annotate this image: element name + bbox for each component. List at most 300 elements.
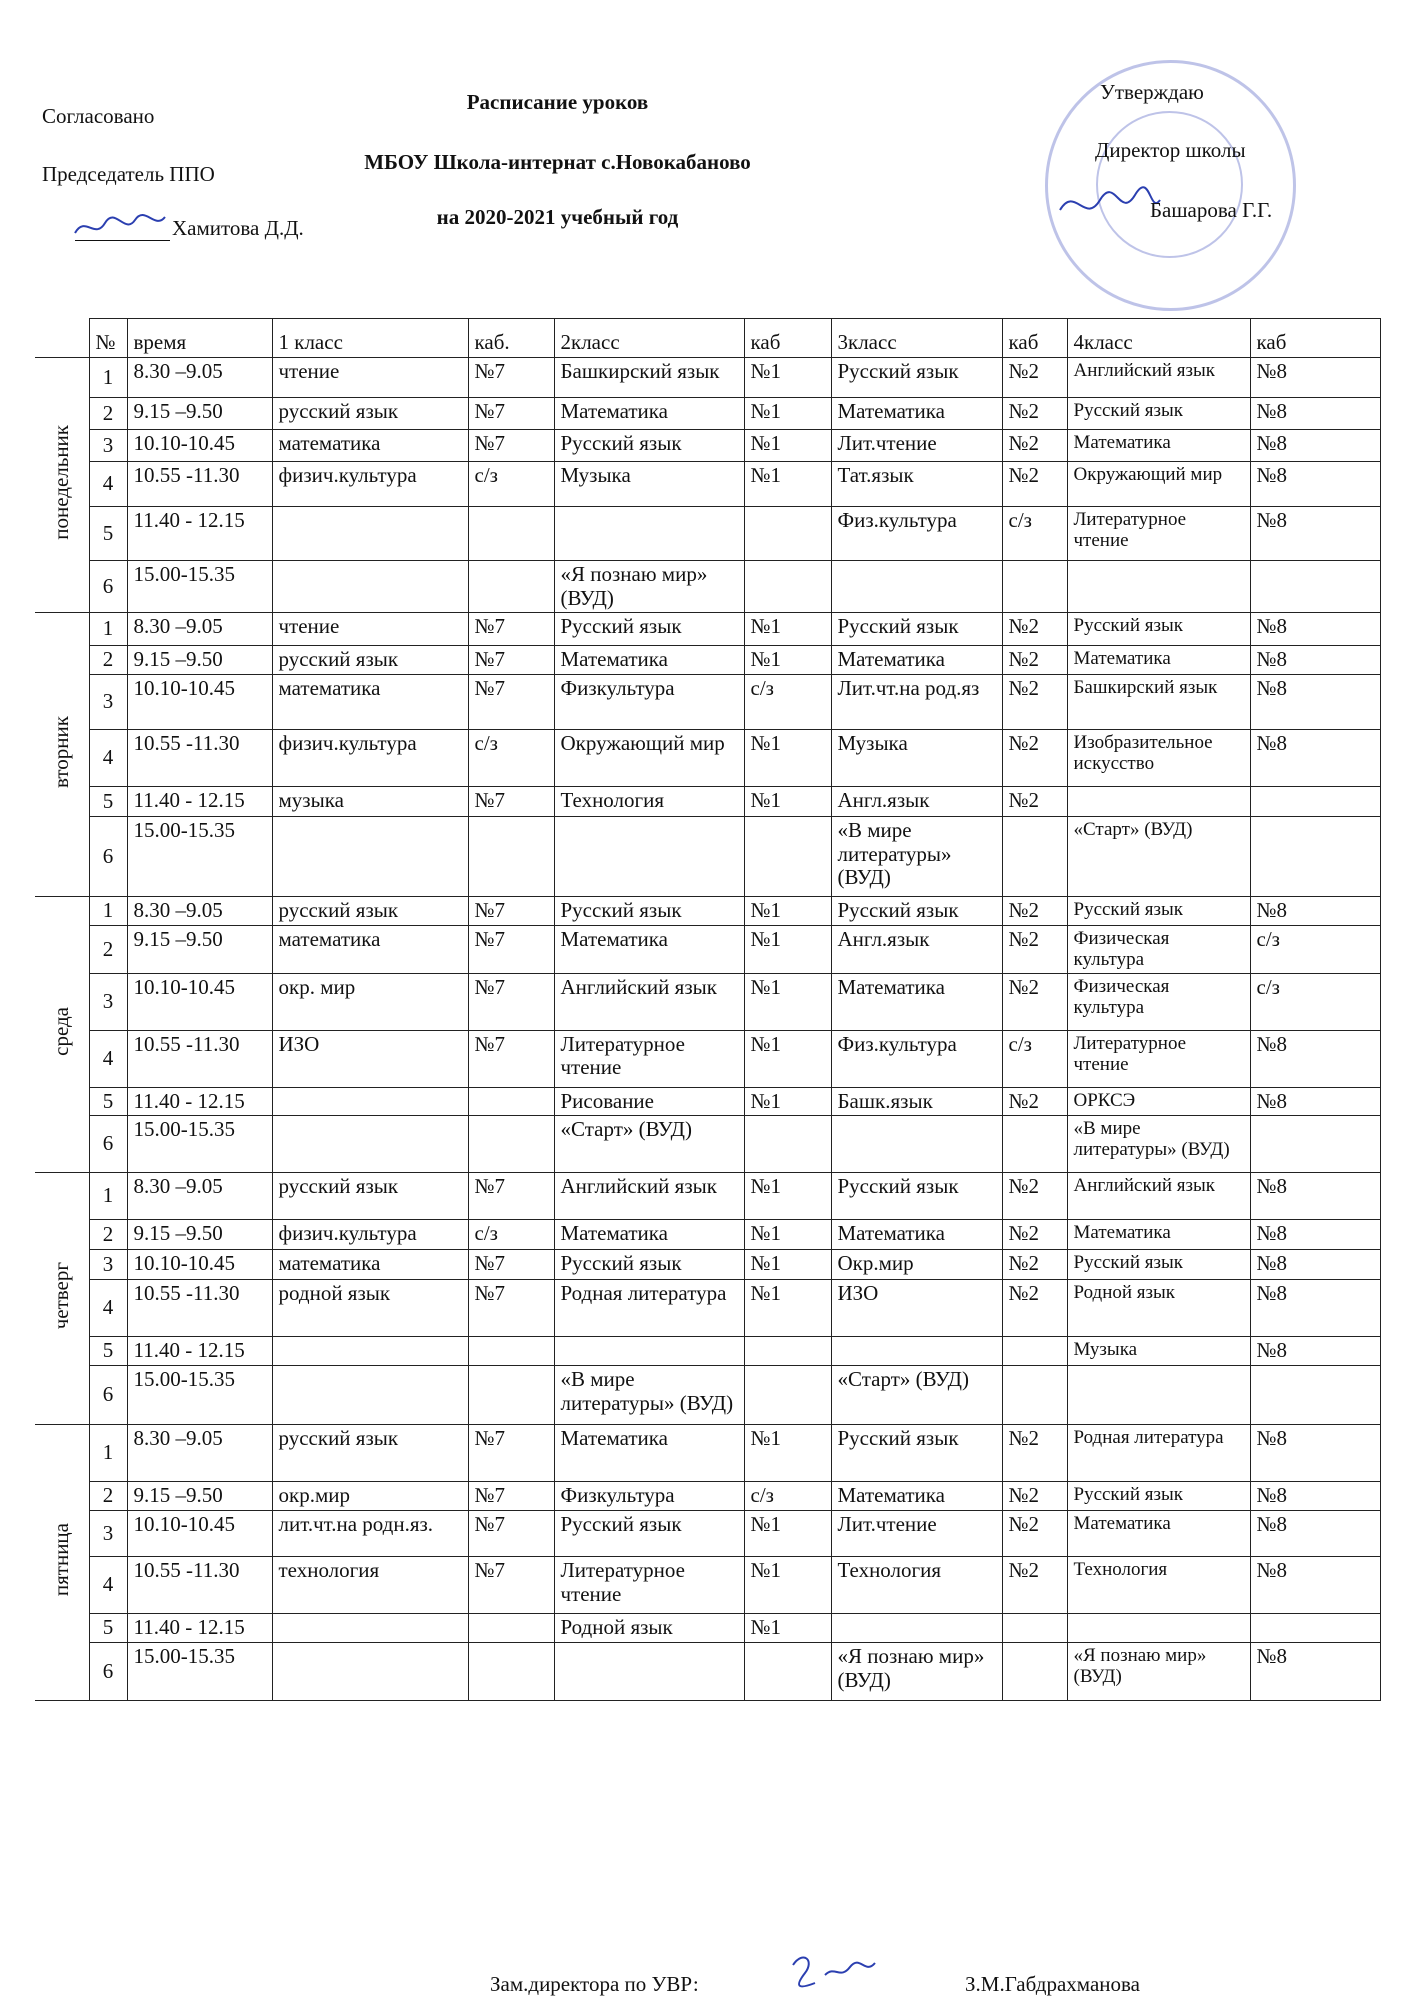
lesson-time: 11.40 - 12.15 — [127, 787, 272, 817]
class4-room: №8 — [1250, 1643, 1380, 1701]
header-number: № — [89, 319, 127, 358]
class3-subject: Русский язык — [831, 1173, 1002, 1220]
class1-subject: чтение — [272, 613, 468, 646]
lesson-number: 1 — [89, 1173, 127, 1220]
lesson-time: 8.30 –9.05 — [127, 613, 272, 646]
header-class3: 3класс — [831, 319, 1002, 358]
lesson-number: 1 — [89, 613, 127, 646]
table-row — [35, 787, 1380, 817]
header-room4: каб — [1250, 319, 1380, 358]
class4-subject: «Старт» (ВУД) — [1067, 817, 1250, 897]
class2-room: №1 — [744, 730, 831, 787]
class4-room: №8 — [1250, 430, 1380, 462]
class2-subject: Музыка — [554, 462, 744, 507]
class4-subject: Русский язык — [1067, 1482, 1250, 1511]
day-cell — [35, 897, 89, 1173]
schedule-table — [35, 318, 1381, 1701]
class1-subject — [272, 1087, 468, 1116]
class4-room: №8 — [1250, 1087, 1380, 1116]
class2-subject: Математика — [554, 1220, 744, 1250]
class1-room — [468, 507, 554, 561]
class1-room: №7 — [468, 1425, 554, 1482]
table-row — [35, 1482, 1380, 1511]
table-row — [35, 646, 1380, 675]
class3-room: №2 — [1002, 926, 1067, 974]
class1-room: №7 — [468, 1511, 554, 1557]
class1-subject: ИЗО — [272, 1030, 468, 1087]
table-row — [35, 1087, 1380, 1116]
class1-room — [468, 1337, 554, 1366]
class2-room: №1 — [744, 897, 831, 926]
class2-room — [744, 1337, 831, 1366]
table-row — [35, 1511, 1380, 1557]
lesson-time: 15.00-15.35 — [127, 1116, 272, 1173]
class4-room: с/з — [1250, 926, 1380, 974]
class3-subject: Математика — [831, 1220, 1002, 1250]
class2-subject: Математика — [554, 646, 744, 675]
table-row — [35, 1116, 1380, 1173]
class2-subject: Русский язык — [554, 1511, 744, 1557]
class2-room: №1 — [744, 613, 831, 646]
class3-subject: Физ.культура — [831, 507, 1002, 561]
class4-room: №8 — [1250, 730, 1380, 787]
lesson-time: 9.15 –9.50 — [127, 1482, 272, 1511]
class2-room: №1 — [744, 358, 831, 398]
lesson-number: 2 — [89, 398, 127, 430]
lesson-number: 4 — [89, 1030, 127, 1087]
class2-room: №1 — [744, 1614, 831, 1643]
class2-subject: Рисование — [554, 1087, 744, 1116]
class2-subject: Русский язык — [554, 897, 744, 926]
table-row — [35, 358, 1380, 398]
class4-room: №8 — [1250, 1337, 1380, 1366]
class3-room: №2 — [1002, 1280, 1067, 1337]
class3-room: с/з — [1002, 1030, 1067, 1087]
class2-subject: «В мире литературы» (ВУД) — [554, 1366, 744, 1425]
class4-room: №8 — [1250, 1280, 1380, 1337]
class4-subject — [1067, 561, 1250, 613]
class4-room: №8 — [1250, 1511, 1380, 1557]
deputy-director-signature — [785, 1945, 880, 1995]
schedule-body — [35, 358, 1380, 1701]
class1-subject — [272, 507, 468, 561]
class2-room: с/з — [744, 1482, 831, 1511]
class3-subject: Англ.язык — [831, 787, 1002, 817]
class4-subject: Технология — [1067, 1557, 1250, 1614]
class3-room — [1002, 1643, 1067, 1701]
class3-subject: Математика — [831, 973, 1002, 1030]
lesson-number: 5 — [89, 1087, 127, 1116]
lesson-time: 10.55 -11.30 — [127, 730, 272, 787]
lesson-time: 10.55 -11.30 — [127, 1280, 272, 1337]
class3-room — [1002, 817, 1067, 897]
class4-subject: Литературное чтение — [1067, 507, 1250, 561]
class1-room: №7 — [468, 973, 554, 1030]
class4-room — [1250, 561, 1380, 613]
class3-subject: Русский язык — [831, 897, 1002, 926]
class4-room: №8 — [1250, 358, 1380, 398]
class2-subject: Физкультура — [554, 675, 744, 730]
table-row — [35, 675, 1380, 730]
class2-room: №1 — [744, 787, 831, 817]
class1-subject: окр.мир — [272, 1482, 468, 1511]
class1-subject — [272, 1643, 468, 1701]
day-cell — [35, 1173, 89, 1425]
day-cell — [35, 1425, 89, 1701]
class4-subject: Родная литература — [1067, 1425, 1250, 1482]
class2-room: №1 — [744, 1220, 831, 1250]
table-row — [35, 1425, 1380, 1482]
class4-room — [1250, 1366, 1380, 1425]
lesson-number: 5 — [89, 507, 127, 561]
agreed-label: Согласовано — [42, 104, 155, 128]
class1-room: №7 — [468, 1173, 554, 1220]
class4-subject: Изобразительное искусство — [1067, 730, 1250, 787]
class4-subject: «Я познаю мир» (ВУД) — [1067, 1643, 1250, 1701]
class3-room: с/з — [1002, 507, 1067, 561]
class3-room: №2 — [1002, 462, 1067, 507]
class1-room: с/з — [468, 1220, 554, 1250]
lesson-time: 10.10-10.45 — [127, 1250, 272, 1280]
class2-subject: Английский язык — [554, 1173, 744, 1220]
class1-room: №7 — [468, 1280, 554, 1337]
lesson-number: 1 — [89, 358, 127, 398]
class4-subject — [1067, 1614, 1250, 1643]
class3-room: №2 — [1002, 1511, 1067, 1557]
header-room1: каб. — [468, 319, 554, 358]
class1-subject — [272, 561, 468, 613]
class2-subject — [554, 1643, 744, 1701]
class2-subject: Русский язык — [554, 1250, 744, 1280]
table-row — [35, 613, 1380, 646]
class3-subject: Лит.чтение — [831, 430, 1002, 462]
class4-subject: Литературное чтение — [1067, 1030, 1250, 1087]
class4-subject: Музыка — [1067, 1337, 1250, 1366]
class3-room — [1002, 561, 1067, 613]
class3-subject: Башк.язык — [831, 1087, 1002, 1116]
lesson-time: 11.40 - 12.15 — [127, 1614, 272, 1643]
lesson-time: 11.40 - 12.15 — [127, 1087, 272, 1116]
class2-subject: Физкультура — [554, 1482, 744, 1511]
day-cell — [35, 613, 89, 897]
lesson-time: 10.55 -11.30 — [127, 1557, 272, 1614]
class2-subject: Родная литература — [554, 1280, 744, 1337]
lesson-number: 6 — [89, 561, 127, 613]
class1-room: №7 — [468, 1557, 554, 1614]
class1-subject — [272, 1116, 468, 1173]
lesson-number: 6 — [89, 1116, 127, 1173]
lesson-time: 15.00-15.35 — [127, 817, 272, 897]
lesson-number: 2 — [89, 1220, 127, 1250]
class2-room — [744, 1116, 831, 1173]
class4-room: №8 — [1250, 1482, 1380, 1511]
class2-subject: Литературное чтение — [554, 1557, 744, 1614]
union-chair-label: Председатель ППО — [42, 162, 215, 186]
class4-room — [1250, 817, 1380, 897]
class1-room: №7 — [468, 1250, 554, 1280]
class3-room: №2 — [1002, 1220, 1067, 1250]
table-row — [35, 730, 1380, 787]
class2-room: №1 — [744, 926, 831, 974]
class2-room: №1 — [744, 1030, 831, 1087]
class4-subject: Английский язык — [1067, 358, 1250, 398]
day-cell — [35, 358, 89, 613]
lesson-time: 10.10-10.45 — [127, 430, 272, 462]
lesson-time: 11.40 - 12.15 — [127, 1337, 272, 1366]
class1-subject — [272, 1614, 468, 1643]
class3-room: №2 — [1002, 1250, 1067, 1280]
class2-subject: Литературное чтение — [554, 1030, 744, 1087]
lesson-time: 10.55 -11.30 — [127, 1030, 272, 1087]
class2-room: №1 — [744, 1173, 831, 1220]
class1-subject: технология — [272, 1557, 468, 1614]
class4-room: №8 — [1250, 1220, 1380, 1250]
class4-room: №8 — [1250, 1250, 1380, 1280]
class1-room: №7 — [468, 1482, 554, 1511]
class3-subject: Тат.язык — [831, 462, 1002, 507]
class1-room: №7 — [468, 398, 554, 430]
class1-room: №7 — [468, 1030, 554, 1087]
class2-room — [744, 1643, 831, 1701]
class3-subject: Математика — [831, 646, 1002, 675]
class2-room — [744, 817, 831, 897]
class4-room: №8 — [1250, 1173, 1380, 1220]
header-day — [35, 319, 89, 358]
class4-subject: «В мире литературы» (ВУД) — [1067, 1116, 1250, 1173]
class1-subject: физич.культура — [272, 462, 468, 507]
class3-room: №2 — [1002, 1482, 1067, 1511]
table-row — [35, 1643, 1380, 1701]
lesson-number: 6 — [89, 817, 127, 897]
lesson-number: 4 — [89, 1280, 127, 1337]
class2-room — [744, 507, 831, 561]
table-row — [35, 817, 1380, 897]
class4-room: №8 — [1250, 1425, 1380, 1482]
class2-subject: Математика — [554, 926, 744, 974]
class2-subject: «Я познаю мир» (ВУД) — [554, 561, 744, 613]
class2-subject: Русский язык — [554, 613, 744, 646]
lesson-number: 4 — [89, 1557, 127, 1614]
table-row — [35, 1557, 1380, 1614]
deputy-director-label: Зам.директора по УВР: — [490, 1972, 699, 1996]
day-name: среда — [48, 1007, 73, 1057]
class1-subject: русский язык — [272, 1425, 468, 1482]
lesson-time: 8.30 –9.05 — [127, 897, 272, 926]
table-row — [35, 926, 1380, 974]
lesson-number: 5 — [89, 787, 127, 817]
lesson-number: 2 — [89, 926, 127, 974]
class2-room: №1 — [744, 398, 831, 430]
class3-subject: ИЗО — [831, 1280, 1002, 1337]
table-row — [35, 1220, 1380, 1250]
class1-subject: русский язык — [272, 897, 468, 926]
class4-room: №8 — [1250, 1557, 1380, 1614]
academic-year: на 2020-2021 учебный год — [436, 205, 679, 229]
class1-subject: русский язык — [272, 1173, 468, 1220]
class1-subject: математика — [272, 926, 468, 974]
class3-room: №2 — [1002, 1173, 1067, 1220]
day-name: понедельник — [48, 424, 73, 540]
lesson-time: 9.15 –9.50 — [127, 1220, 272, 1250]
class2-subject: Английский язык — [554, 973, 744, 1030]
deputy-director-name: З.М.Габдрахманова — [965, 1972, 1140, 1996]
class2-subject — [554, 817, 744, 897]
header-room3: каб — [1002, 319, 1067, 358]
class2-subject: Математика — [554, 398, 744, 430]
class3-subject: Математика — [831, 1482, 1002, 1511]
lesson-number: 3 — [89, 1511, 127, 1557]
class1-room — [468, 1366, 554, 1425]
class1-room: №7 — [468, 897, 554, 926]
class3-subject — [831, 1614, 1002, 1643]
class1-subject: физич.культура — [272, 1220, 468, 1250]
class2-subject: Русский язык — [554, 430, 744, 462]
class1-subject: лит.чт.на родн.яз. — [272, 1511, 468, 1557]
class3-subject: Русский язык — [831, 1425, 1002, 1482]
class3-subject: Музыка — [831, 730, 1002, 787]
class2-room — [744, 561, 831, 613]
class1-room — [468, 561, 554, 613]
class4-room: №8 — [1250, 646, 1380, 675]
class4-subject: Математика — [1067, 430, 1250, 462]
class1-room: №7 — [468, 430, 554, 462]
lesson-number: 4 — [89, 462, 127, 507]
class1-subject: математика — [272, 675, 468, 730]
class1-room: №7 — [468, 358, 554, 398]
class3-subject: Англ.язык — [831, 926, 1002, 974]
class4-subject: Математика — [1067, 1511, 1250, 1557]
class1-room: №7 — [468, 787, 554, 817]
class2-subject: Технология — [554, 787, 744, 817]
class3-subject: «В мире литературы» (ВУД) — [831, 817, 1002, 897]
class1-room — [468, 1614, 554, 1643]
table-row — [35, 973, 1380, 1030]
class3-subject — [831, 561, 1002, 613]
lesson-number: 3 — [89, 430, 127, 462]
header-time: время — [127, 319, 272, 358]
class4-subject: Русский язык — [1067, 398, 1250, 430]
class3-subject: «Старт» (ВУД) — [831, 1366, 1002, 1425]
class1-subject: математика — [272, 430, 468, 462]
class4-subject: Английский язык — [1067, 1173, 1250, 1220]
class3-subject: Лит.чт.на род.яз — [831, 675, 1002, 730]
lesson-time: 9.15 –9.50 — [127, 926, 272, 974]
class1-subject: музыка — [272, 787, 468, 817]
class1-room: №7 — [468, 646, 554, 675]
class4-room: №8 — [1250, 675, 1380, 730]
class3-room: №2 — [1002, 897, 1067, 926]
class3-room: №2 — [1002, 730, 1067, 787]
class3-room: №2 — [1002, 675, 1067, 730]
class2-room: №1 — [744, 430, 831, 462]
lesson-number: 6 — [89, 1643, 127, 1701]
class1-subject: русский язык — [272, 646, 468, 675]
school-name: МБОУ Школа-интернат с.Новокабаново — [364, 150, 751, 174]
class3-room: №2 — [1002, 1557, 1067, 1614]
header-class1: 1 класс — [272, 319, 468, 358]
director-signature — [1055, 180, 1165, 230]
director-label: Директор школы — [1095, 138, 1246, 162]
table-row — [35, 1366, 1380, 1425]
class4-room — [1250, 787, 1380, 817]
lesson-number: 3 — [89, 675, 127, 730]
class1-subject: родной язык — [272, 1280, 468, 1337]
class4-subject: Русский язык — [1067, 613, 1250, 646]
table-row — [35, 561, 1380, 613]
table-row — [35, 1250, 1380, 1280]
class2-subject: Математика — [554, 1425, 744, 1482]
day-name: вторник — [48, 715, 73, 788]
class3-room: №2 — [1002, 358, 1067, 398]
class3-subject: «Я познаю мир» (ВУД) — [831, 1643, 1002, 1701]
class1-room — [468, 1643, 554, 1701]
lesson-time: 9.15 –9.50 — [127, 398, 272, 430]
class2-room: №1 — [744, 646, 831, 675]
lesson-time: 10.10-10.45 — [127, 973, 272, 1030]
class3-subject: Лит.чтение — [831, 1511, 1002, 1557]
class3-room: №2 — [1002, 430, 1067, 462]
class1-room: №7 — [468, 613, 554, 646]
class4-subject: ОРКСЭ — [1067, 1087, 1250, 1116]
lesson-time: 10.10-10.45 — [127, 675, 272, 730]
class3-room — [1002, 1116, 1067, 1173]
class1-room: с/з — [468, 730, 554, 787]
class1-room: №7 — [468, 926, 554, 974]
class3-subject — [831, 1337, 1002, 1366]
union-chair-name: Хамитова Д.Д. — [172, 216, 304, 240]
class2-subject — [554, 1337, 744, 1366]
lesson-number: 3 — [89, 973, 127, 1030]
day-name: четверг — [48, 1262, 73, 1330]
class3-subject: Физ.культура — [831, 1030, 1002, 1087]
class1-subject: физич.культура — [272, 730, 468, 787]
lesson-number: 1 — [89, 1425, 127, 1482]
class3-room: №2 — [1002, 787, 1067, 817]
class4-room: №8 — [1250, 398, 1380, 430]
header-class4: 4класс — [1067, 319, 1250, 358]
lesson-time: 10.10-10.45 — [127, 1511, 272, 1557]
lesson-number: 2 — [89, 646, 127, 675]
lesson-time: 8.30 –9.05 — [127, 358, 272, 398]
class3-subject — [831, 1116, 1002, 1173]
class3-subject: Окр.мир — [831, 1250, 1002, 1280]
day-name: пятница — [48, 1523, 73, 1597]
class2-subject — [554, 507, 744, 561]
class4-room: №8 — [1250, 897, 1380, 926]
class3-room — [1002, 1366, 1067, 1425]
class2-room: №1 — [744, 973, 831, 1030]
class4-subject: Окружающий мир — [1067, 462, 1250, 507]
class1-subject — [272, 817, 468, 897]
lesson-time: 8.30 –9.05 — [127, 1425, 272, 1482]
table-row — [35, 430, 1380, 462]
lesson-number: 2 — [89, 1482, 127, 1511]
class1-room — [468, 1116, 554, 1173]
class4-subject: Русский язык — [1067, 1250, 1250, 1280]
class2-subject: «Старт» (ВУД) — [554, 1116, 744, 1173]
class4-room: с/з — [1250, 973, 1380, 1030]
lesson-number: 1 — [89, 897, 127, 926]
class3-subject: Русский язык — [831, 358, 1002, 398]
table-row — [35, 1337, 1380, 1366]
class2-room: №1 — [744, 1280, 831, 1337]
table-row — [35, 1173, 1380, 1220]
class2-room: №1 — [744, 1250, 831, 1280]
class3-room: №2 — [1002, 973, 1067, 1030]
class2-room: с/з — [744, 675, 831, 730]
lesson-time: 9.15 –9.50 — [127, 646, 272, 675]
lesson-time: 15.00-15.35 — [127, 1643, 272, 1701]
